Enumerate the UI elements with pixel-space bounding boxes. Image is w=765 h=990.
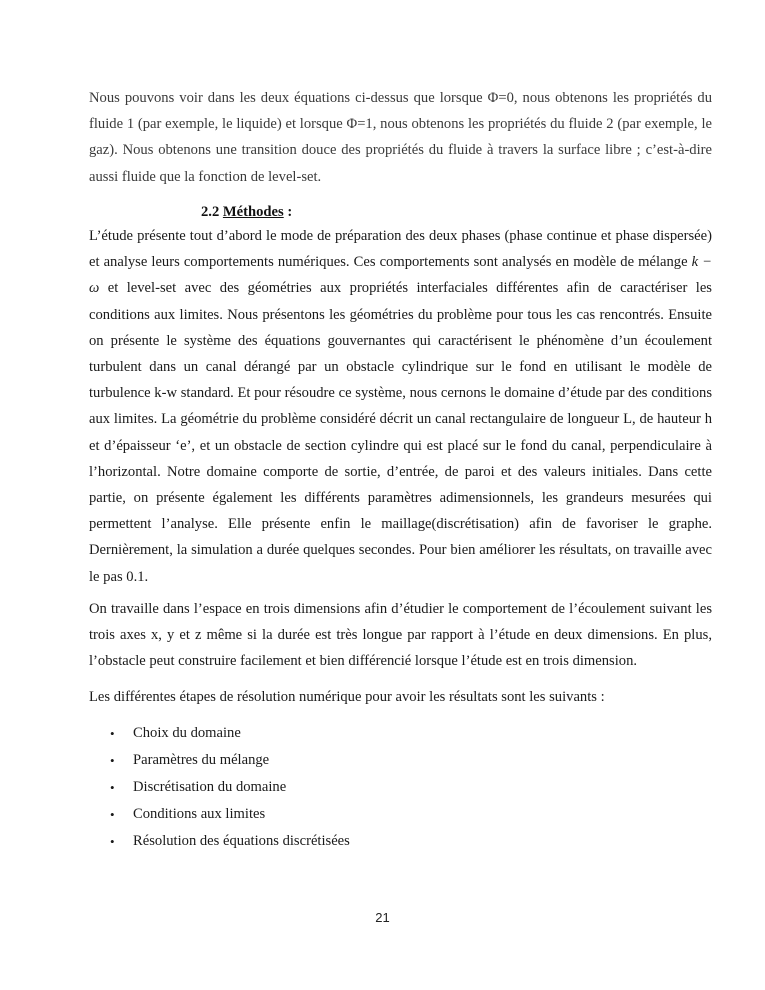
bullet-icon: • [110,780,115,795]
list-item [89,720,689,747]
methods-text-end: et level-set avec des géométries aux propriétés interfaciales différentes afin de caractériser les conditions aux limites. Nous présentons les géométries du problème pour tous les cas rencontrés. Ensuite on présente le système des équations gouvernantes qui caractérisent le phénomène d’un écoulement turbulent dans un canal dérangé par un obstacle cylindrique sur le fond en utilisant le modèle de turbulence k-w standard. Et pour résoudre ce système, nous cernons le domaine d’étude par des conditions aux limites. La géométrie du problème considéré décrit un canal rectangulaire de longueur L, de hauteur h et d’épaisseur ‘e’, et un obstacle de section cylindre qui est placé sur le fond du canal, perpendiculaire à l’horizontal. Notre domaine comporte de sortie, d’entrée, de paroi et des valeurs initiales. Dans cette partie, on présente également les différents paramètres adimensionnels, les grandeurs mesurées qui permettent l’analyse. Elle présente enfin le maillage(discrétisation) afin de favoriser le graphe. Dernièrement, la simulation a durée quelques secondes. Pour bien améliorer les résultats, on travaille avec le pas 0.1. [89,280,712,585]
methods-text-start: L’étude présente tout d’abord le mode de préparation des deux phases (phase continue et phase dispersée) et analyse leurs comportements numériques. Ces comportements sont analysés en modèle de mélange [89,228,712,271]
bullet-icon: • [110,807,115,822]
section-heading-suffix: : [283,204,293,220]
list-item [89,774,689,801]
paragraph-resolution-steps-intro: Les différentes étapes de résolution numérique pour avoir les résultats sont les suivants : [89,689,605,705]
list-item [89,828,689,855]
section-title: Méthodes [222,204,284,220]
paragraph-three-dimensions: On travaille dans l’espace en trois dimensions afin d’étudier le comportement de l’écoulement suivant les trois axes x, y et z même si la durée est très longue par rapport à l’étude en deux dimensions. En plus, l’obstacle peut construire facilement et bien différencié lorsque l’étude est en trois dimension. [89,601,712,670]
k-omega-formula: k − ω [89,254,712,297]
resolution-steps-list [89,720,689,855]
list-item [89,747,689,774]
section-heading [201,200,292,224]
paragraph-phase-properties: Nous pouvons voir dans les deux équations ci-dessus que lorsque Φ=0, nous obtenons les propriétés du fluide 1 (par exemple, le liquide) et lorsque Φ=1, nous obtenons les propriétés du fluide 2 (par exemple, le gaz). Nous obtenons une transition douce des propriétés du fluide à travers la surface libre ; c’est-à-dire aussi fluide que la fonction de level-set. [89,90,712,185]
list-item-text: Résolution des équations discrétisées [133,833,350,849]
bullet-icon: • [110,834,115,849]
paragraph-methods [89,223,712,590]
page-number: 21 [375,910,390,925]
list-item-text: Conditions aux limites [133,806,266,822]
list-item-text: Paramètres du mélange [133,752,270,768]
bullet-icon: • [110,726,115,741]
section-number: 2.2 [201,204,220,220]
list-item [89,801,689,828]
list-item-text: Choix du domaine [133,725,241,741]
bullet-icon: • [110,753,115,768]
list-item-text: Discrétisation du domaine [133,779,287,795]
